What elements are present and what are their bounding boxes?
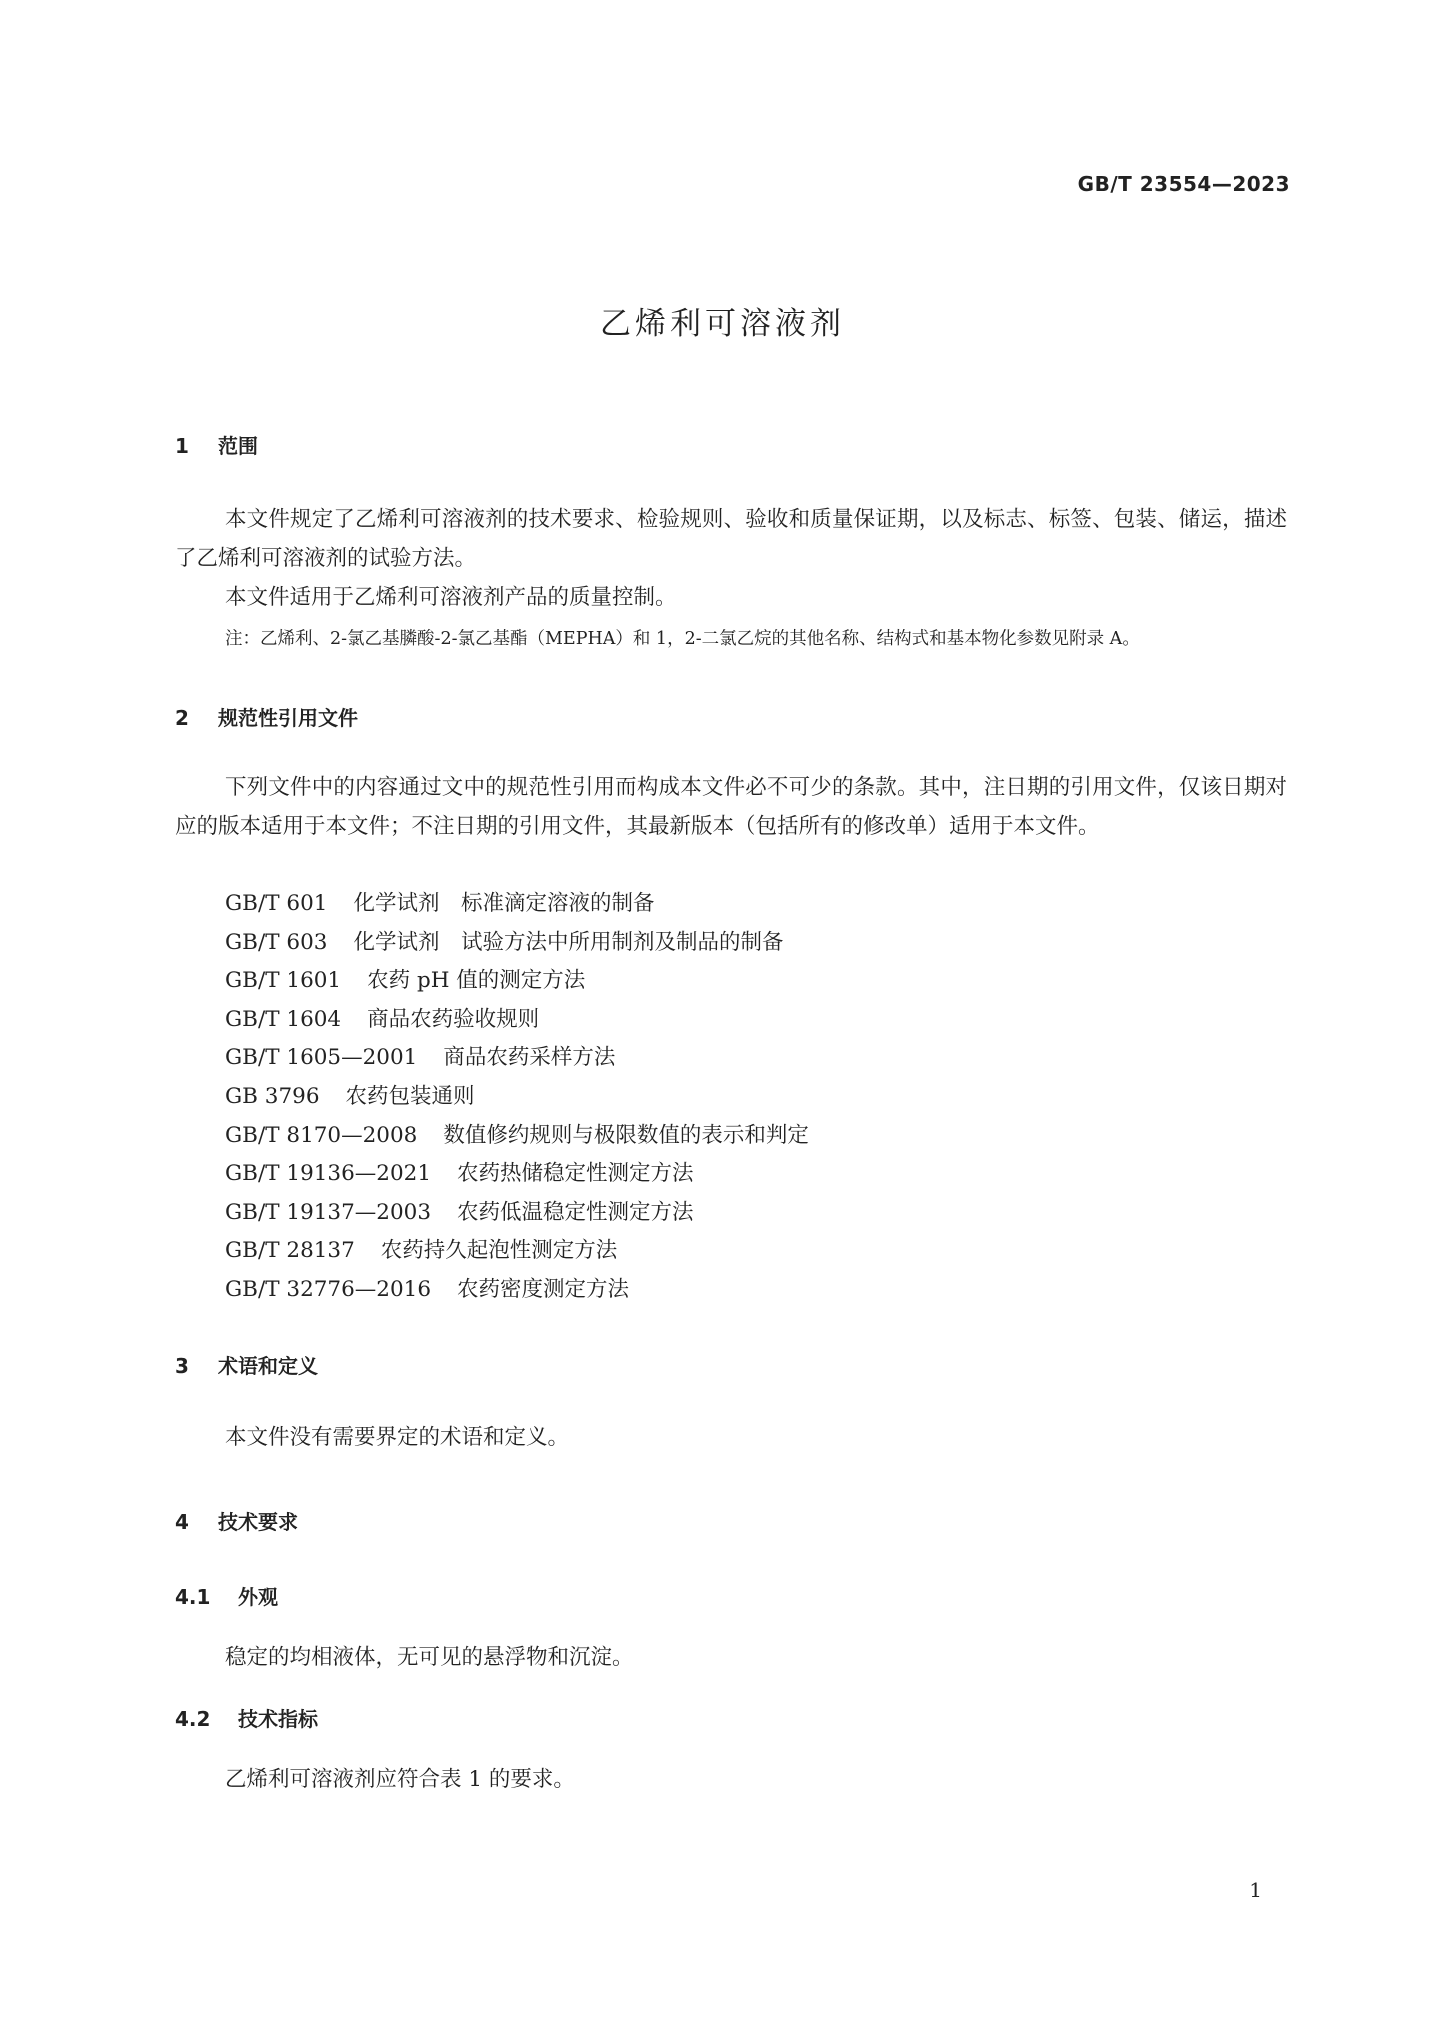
reference-title: 商品农药采样方法 [443, 1045, 616, 1071]
reference-title: 农药持久起泡性测定方法 [380, 1238, 618, 1264]
reference-item [225, 1233, 617, 1264]
reference-code: GB/T 19137—2003 [225, 1199, 432, 1225]
section-number: 4.1 [175, 1585, 211, 1609]
reference-code: GB/T 1601 [225, 968, 342, 994]
section-title: 技术指标 [237, 1707, 318, 1731]
reference-item [225, 1118, 809, 1149]
reference-item [225, 1272, 629, 1303]
section-title: 规范性引用文件 [217, 706, 358, 730]
reference-item [225, 1040, 615, 1071]
reference-item [225, 925, 783, 956]
section-4-heading [175, 1506, 298, 1535]
reference-item [225, 1156, 694, 1187]
appearance-paragraph: 稳定的均相液体，无可见的悬浮物和沉淀。 [225, 1645, 634, 1670]
section-4-1-heading [175, 1581, 278, 1610]
reference-title: 商品农药验收规则 [367, 1006, 540, 1032]
reference-title: 农药 pH 值的测定方法 [367, 968, 586, 994]
reference-title: 农药包装通则 [345, 1084, 475, 1109]
reference-title: 农药密度测定方法 [457, 1277, 630, 1302]
reference-title: 化学试剂 试验方法中所用制剂及制品的制备 [353, 929, 784, 955]
scope-paragraph-1: 本文件规定了乙烯利可溶液剂的技术要求、检验规则、验收和质量保证期，以及标志、标签、包装、储运，描述了乙烯利可溶液剂的试验方法。 [175, 507, 1287, 571]
reference-item [225, 963, 585, 994]
reference-title: 化学试剂 标准滴定溶液的制备 [353, 891, 655, 916]
section-4-2-heading [175, 1703, 318, 1732]
section-number: 3 [175, 1354, 189, 1378]
reference-item [225, 886, 654, 917]
reference-code: GB/T 32776—2016 [225, 1277, 432, 1302]
scope-paragraph-2: 本文件适用于乙烯利可溶液剂产品的质量控制。 [225, 585, 677, 610]
reference-item [225, 1079, 475, 1110]
reference-code: GB 3796 [225, 1084, 320, 1109]
reference-code: GB/T 8170—2008 [225, 1122, 418, 1148]
section-number: 2 [175, 706, 189, 730]
reference-code: GB/T 1604 [225, 1006, 342, 1032]
reference-title: 数值修约规则与极限数值的表示和判定 [443, 1122, 809, 1148]
reference-code: GB/T 28137 [225, 1238, 355, 1264]
section-1-heading [175, 430, 258, 459]
reference-code: GB/T 1605—2001 [225, 1045, 418, 1071]
section-title: 技术要求 [217, 1510, 298, 1534]
document-title: 乙烯利可溶液剂 [600, 306, 845, 342]
section-title: 外观 [237, 1585, 278, 1609]
reference-code: GB/T 601 [225, 891, 328, 916]
section-number: 4 [175, 1510, 189, 1534]
section-3-heading [175, 1350, 318, 1379]
reference-item [225, 1002, 539, 1033]
reference-title: 农药低温稳定性测定方法 [457, 1199, 694, 1225]
indicators-paragraph: 乙烯利可溶液剂应符合表 1 的要求。 [225, 1767, 575, 1792]
section-title: 范围 [217, 434, 258, 458]
reference-code: GB/T 19136—2021 [225, 1161, 432, 1187]
normative-intro: 下列文件中的内容通过文中的规范性引用而构成本文件必不可少的条款。其中，注日期的引用文件，仅该日期对应的版本适用于本文件；不注日期的引用文件，其最新版本（包括所有的修改单）适用于本文件。 [175, 775, 1287, 839]
page-number: 1 [1249, 1878, 1262, 1902]
standard-number: GB/T 23554—2023 [1077, 172, 1290, 196]
section-number: 1 [175, 434, 189, 458]
terms-paragraph: 本文件没有需要界定的术语和定义。 [225, 1425, 570, 1450]
reference-item [225, 1195, 694, 1226]
scope-note: 注：乙烯利、2-氯乙基膦酸-2-氯乙基酯（MEPHA）和 1，2-二氯乙烷的其他名称、结构式和基本物化参数见附录 A。 [225, 629, 1140, 649]
section-2-heading [175, 702, 358, 731]
section-title: 术语和定义 [217, 1354, 318, 1378]
reference-code: GB/T 603 [225, 929, 328, 955]
section-number: 4.2 [175, 1707, 211, 1731]
reference-title: 农药热储稳定性测定方法 [457, 1161, 694, 1187]
